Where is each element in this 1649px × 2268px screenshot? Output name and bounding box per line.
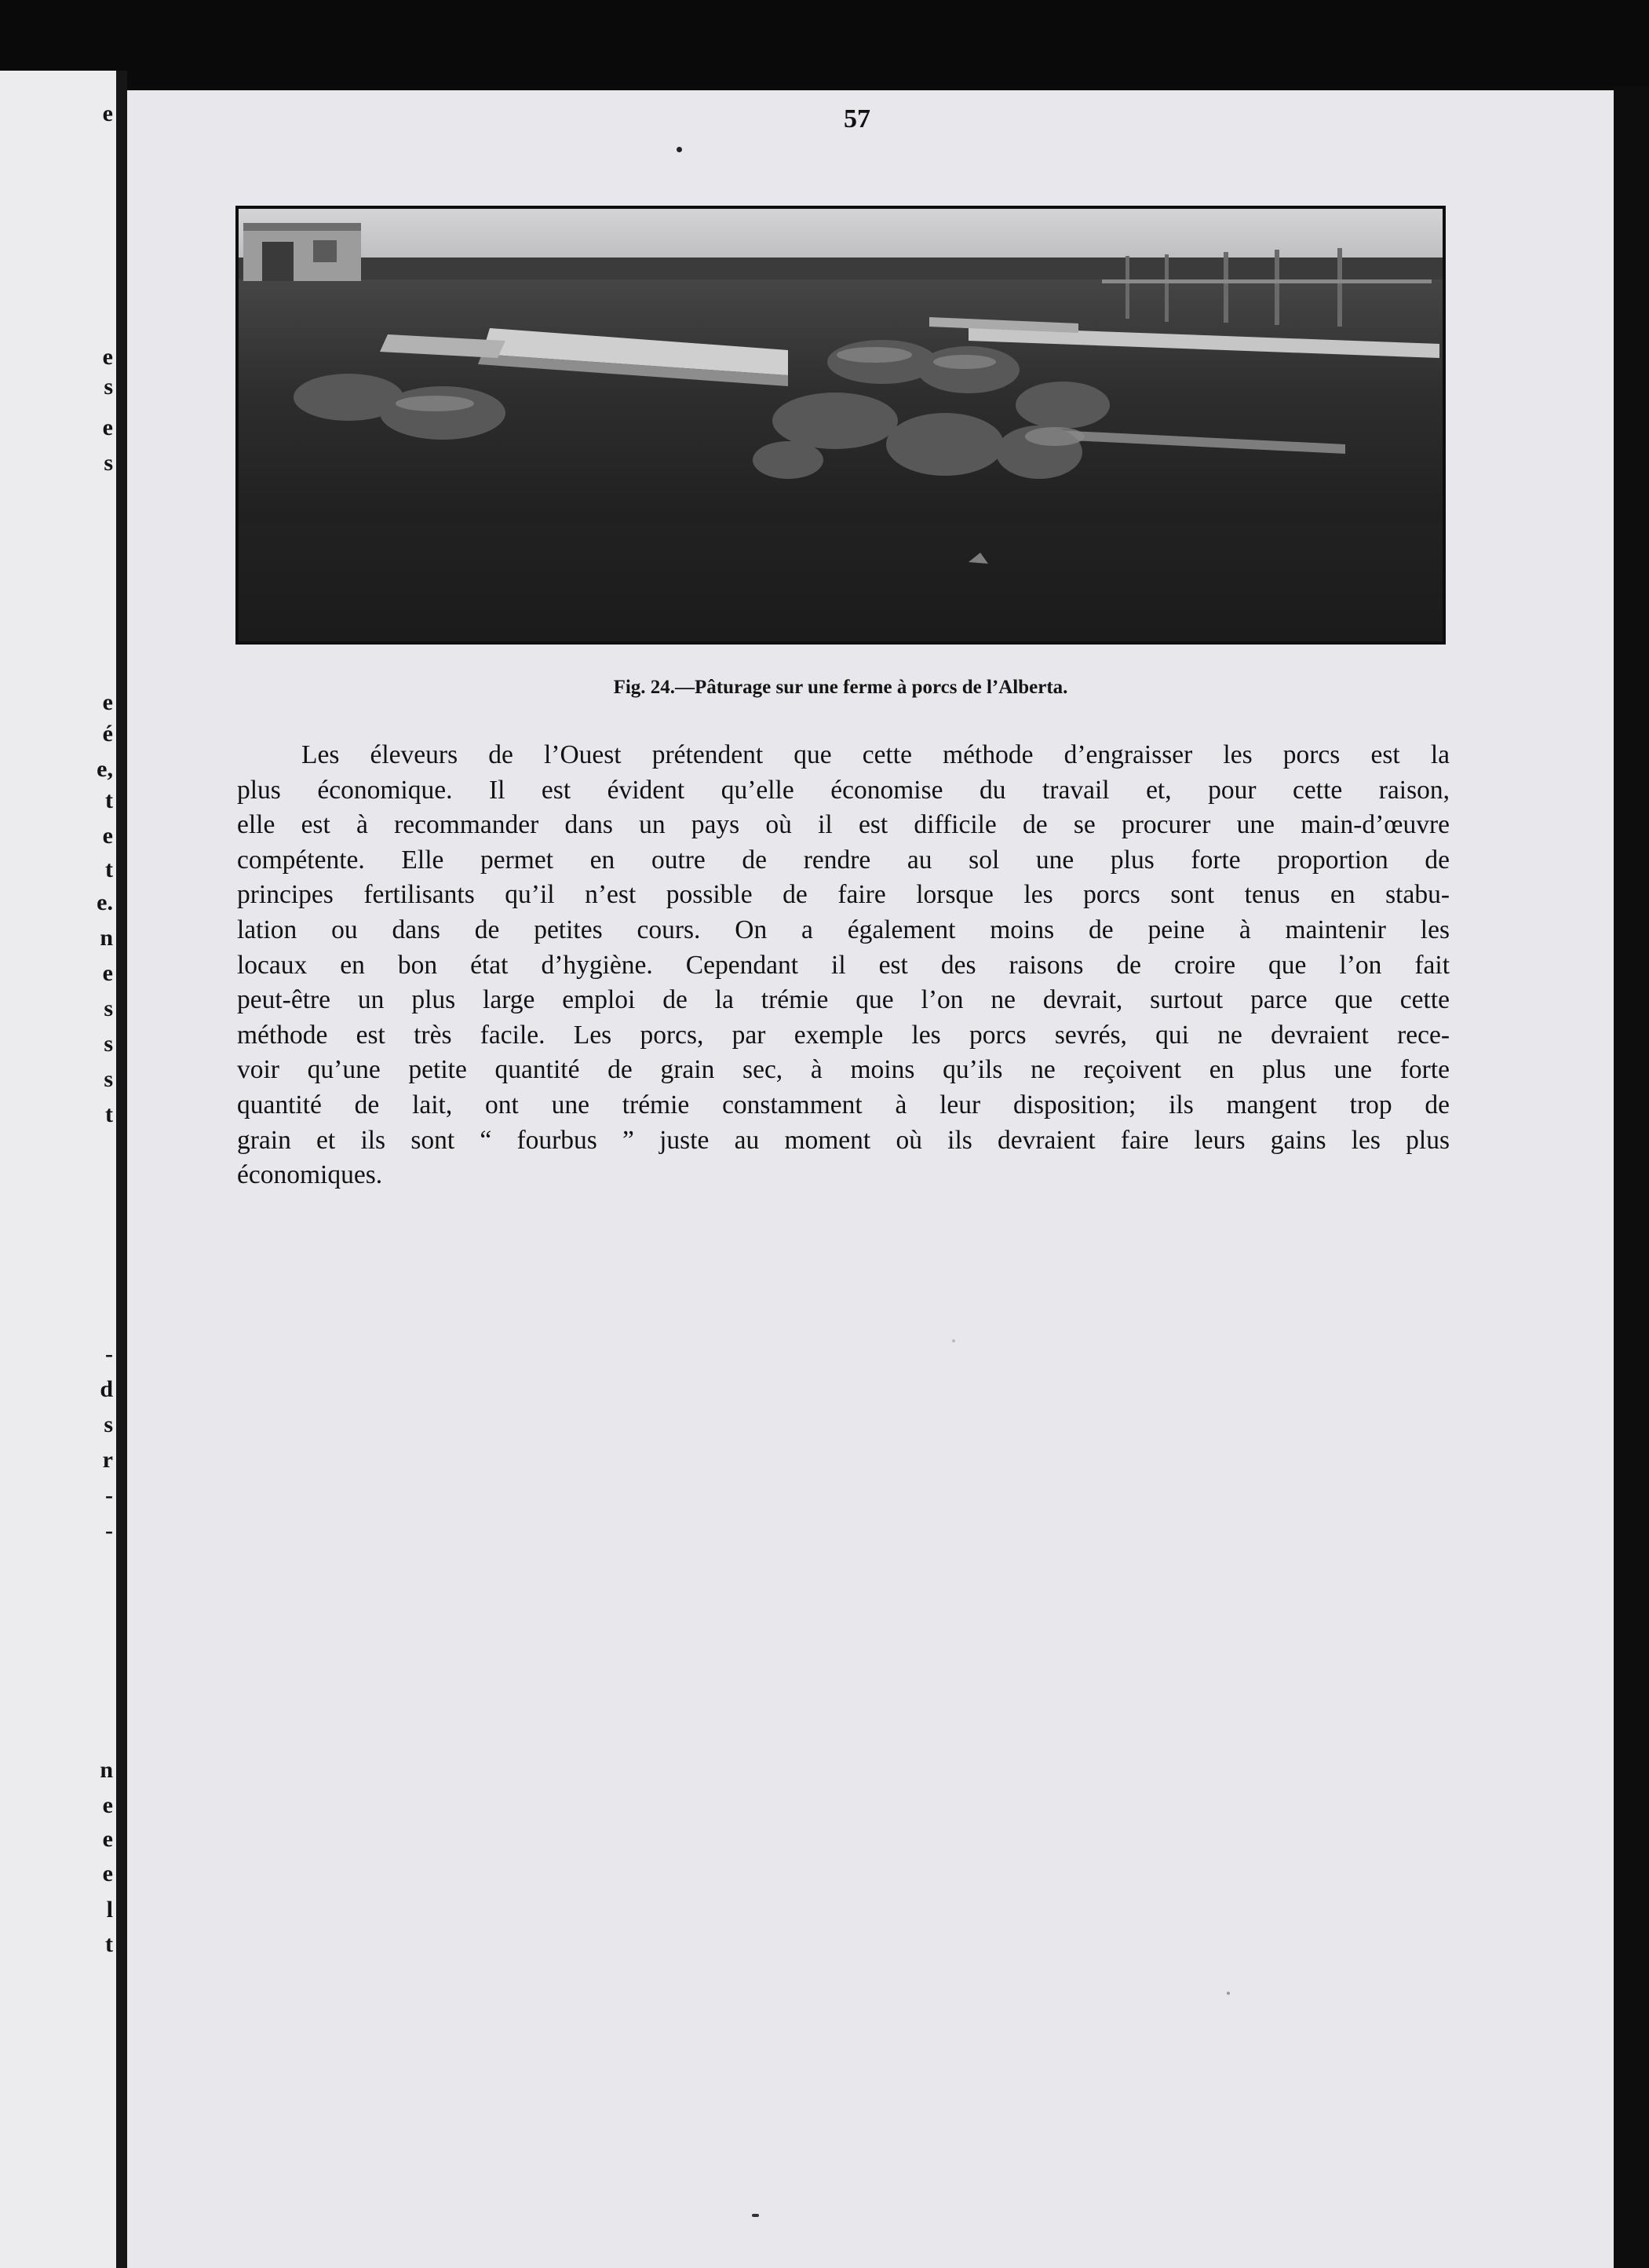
previous-page-text-fragment: d bbox=[100, 1376, 113, 1402]
farm-pasture-photo bbox=[235, 206, 1446, 645]
previous-page-text-fragment: l bbox=[106, 1897, 113, 1923]
previous-page-text-fragment: - bbox=[105, 1517, 113, 1543]
previous-page-text-fragment: t bbox=[105, 787, 113, 813]
speck-mark bbox=[677, 147, 682, 152]
previous-page-text-fragment: n bbox=[100, 1757, 113, 1783]
previous-page-text-fragment: e bbox=[102, 344, 113, 370]
paragraph-line: peut-être un plus large emploi de la trémie que l’on ne devrait, surtout parce que cette bbox=[237, 985, 1450, 1015]
speck-mark bbox=[752, 2214, 759, 2217]
paragraph-line: elle est à recommander dans un pays où il est difficile de se procurer une main-d’œuvre bbox=[237, 810, 1450, 840]
paragraph-line: quantité de lait, ont une trémie constamment à leur disposition; ils mangent trop de bbox=[237, 1090, 1450, 1119]
paragraph-line: Les éleveurs de l’Ouest prétendent que cette méthode d’engraisser les porcs est la bbox=[301, 740, 1450, 769]
speck-mark bbox=[1227, 1992, 1230, 1995]
previous-page-text-fragment: e bbox=[102, 960, 113, 986]
previous-page-text-fragment: s bbox=[104, 1031, 113, 1057]
previous-page-text-fragment: e bbox=[102, 1826, 113, 1852]
paragraph-line: méthode est très facile. Les porcs, par exemple les porcs sevrés, qui ne devraient rece- bbox=[237, 1020, 1450, 1050]
paragraph-line: plus économique. Il est évident qu’elle économise du travail et, pour cette raison, bbox=[237, 775, 1450, 805]
scan-top-border bbox=[0, 0, 1649, 86]
previous-page-text-fragment: t bbox=[105, 1931, 113, 1957]
previous-page-text-fragment: r bbox=[102, 1447, 113, 1473]
paragraph-line: économiques. bbox=[237, 1160, 383, 1190]
previous-page-text-fragment: s bbox=[104, 374, 113, 400]
farm-pasture-photo-icon bbox=[239, 209, 1443, 641]
previous-page-text-fragment: n bbox=[100, 925, 113, 951]
previous-page-text-fragment: e, bbox=[97, 756, 113, 782]
previous-page-text-fragment: e bbox=[102, 823, 113, 849]
previous-page-text-fragment: s bbox=[104, 1412, 113, 1437]
speck-mark bbox=[952, 1339, 955, 1342]
book-gutter bbox=[116, 71, 127, 2268]
previous-page-text-fragment: - bbox=[105, 1482, 113, 1508]
previous-page-text-fragment: é bbox=[102, 721, 113, 747]
page-number: 57 bbox=[844, 104, 870, 133]
paragraph-line: principes fertilisants qu’il n’est possible de faire lorsque les porcs sont tenus en stabu- bbox=[237, 880, 1450, 910]
body-paragraph bbox=[237, 738, 1450, 1193]
scan-right-border bbox=[1614, 86, 1649, 2268]
previous-page-text-fragment: s bbox=[104, 1066, 113, 1092]
paragraph-line: lation ou dans de petites cours. On a également moins de peine à maintenir les bbox=[237, 915, 1450, 944]
figure-caption: Fig. 24.—Pâturage sur une ferme à porcs de l’Alberta. bbox=[613, 677, 1068, 698]
previous-page-text-fragment: e bbox=[102, 100, 113, 126]
previous-page-text-fragment: - bbox=[105, 1341, 113, 1367]
paragraph-line: voir qu’une petite quantité de grain sec, à moins qu’ils ne reçoivent en plus une forte bbox=[237, 1055, 1450, 1085]
previous-page-text-fragment: t bbox=[105, 856, 113, 882]
previous-page-text-fragment: e bbox=[102, 415, 113, 440]
previous-page-text-fragment: s bbox=[104, 450, 113, 476]
previous-page-text-fragment: e bbox=[102, 689, 113, 715]
previous-page-text-fragment: s bbox=[104, 995, 113, 1021]
paragraph-line: locaux en bon état d’hygiène. Cependant il est des raisons de croire que l’on fait bbox=[237, 950, 1450, 980]
previous-page-edge bbox=[0, 71, 116, 2268]
previous-page-text-fragment: t bbox=[105, 1101, 113, 1127]
paragraph-line: grain et ils sont “ fourbus ” juste au moment où ils devraient faire leurs gains les plus bbox=[237, 1125, 1450, 1155]
previous-page-text-fragment: e bbox=[102, 1861, 113, 1886]
previous-page-text-fragment: e bbox=[102, 1792, 113, 1818]
previous-page-text-fragment: e. bbox=[97, 889, 113, 915]
paragraph-line: compétente. Elle permet en outre de rendre au sol une plus forte proportion de bbox=[237, 845, 1450, 875]
